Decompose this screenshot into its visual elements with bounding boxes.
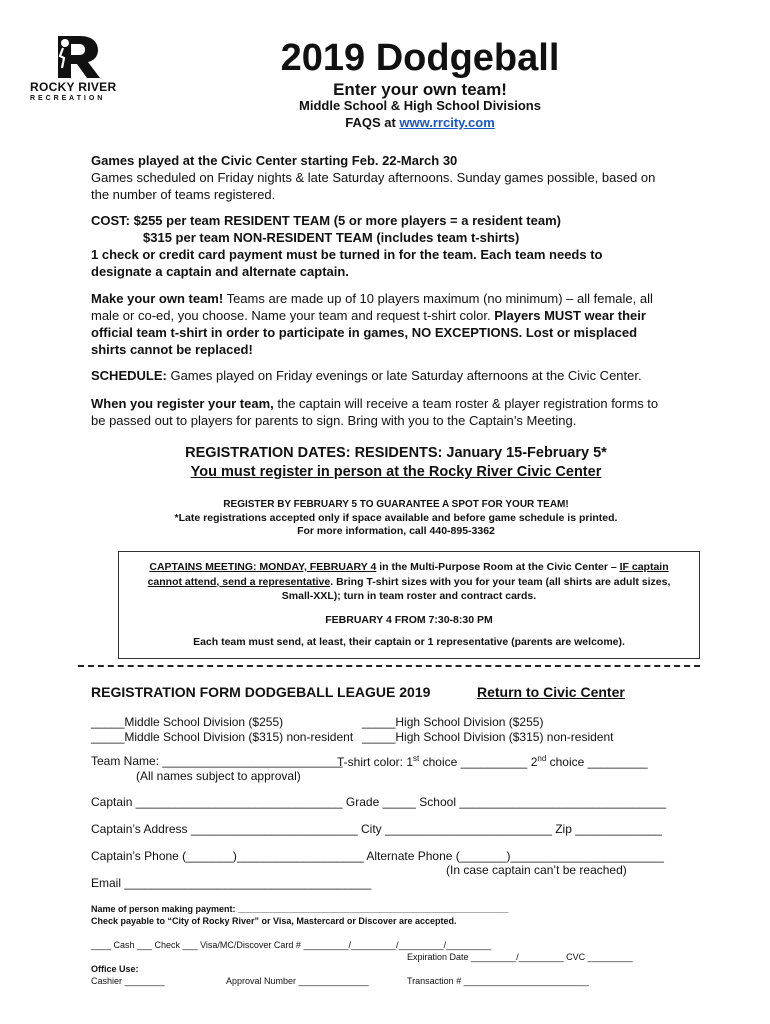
- reg-dates-line-2: You must register in person at the Rocky River Civic Center: [190, 464, 602, 480]
- reg-note-2: *Late registrations accepted only if space available and before game schedule is printed.: [174, 511, 618, 524]
- registration-notes: [91, 498, 701, 539]
- faqs-prefix: FAQS at: [345, 115, 400, 130]
- logo-brand-text: ROCKY RIVER: [30, 80, 117, 94]
- transaction-field[interactable]: Transaction # _________________________: [407, 976, 589, 986]
- tshirt-color-field[interactable]: [337, 754, 648, 769]
- schedule-text: Games played on Friday evenings or late Saturday afternoons at the Civic Center.: [166, 368, 642, 383]
- rocky-river-logo: [30, 34, 126, 104]
- logo-sub-text: R E C R E A T I O N: [30, 95, 103, 102]
- tshirt-c: choice _________: [546, 755, 648, 769]
- tshirt-sup-2: nd: [537, 754, 547, 763]
- names-note: (All names subject to approval): [136, 769, 301, 783]
- tshirt-sup-1: st: [413, 754, 420, 763]
- captains-each: Each team must send, at least, their captain or 1 representative (parents are welcome).: [193, 635, 625, 648]
- tshirt-a: T-shirt color: 1: [337, 755, 414, 769]
- office-use-label: Office Use:: [91, 964, 139, 974]
- cashier-field[interactable]: Cashier ________: [91, 976, 165, 986]
- games-line-2: the number of teams registered.: [91, 187, 276, 202]
- make-team-line-3: official team t-shirt in order to participate in games, NO EXCEPTIONS. Lost or misplaced: [91, 325, 638, 340]
- ms-resident-option[interactable]: _____Middle School Division ($255): [91, 715, 284, 729]
- high-school-options: [362, 715, 613, 745]
- captains-u3: cannot attend, send a representative: [147, 575, 331, 588]
- games-heading: Games played at the Civic Center starting Feb. 22-March 30: [91, 153, 458, 168]
- captains-time: FEBRUARY 4 FROM 7:30-8:30 PM: [325, 613, 493, 626]
- captains-u1: CAPTAINS MEETING: MONDAY, FEBRUARY 4: [149, 561, 377, 573]
- make-team-lead: Make your own team!: [91, 291, 224, 306]
- captain-field[interactable]: Captain _______________________________ Grade _____ School _______________________________: [91, 795, 667, 809]
- ms-nonresident-option[interactable]: _____Middle School Division ($315) non-resident: [91, 730, 354, 744]
- form-title: REGISTRATION FORM DODGEBALL LEAGUE 2019: [91, 684, 431, 700]
- register-line-2: be passed out to players for parents to sign. Bring with you to the Captain’s Meeting.: [91, 413, 577, 428]
- phone-field[interactable]: Captain’s Phone (_______)___________________ Alternate Phone (_______)_______________________: [91, 849, 664, 863]
- schedule-section: [91, 367, 701, 384]
- hs-resident-option[interactable]: _____High School Division ($255): [362, 715, 544, 729]
- reached-note: (In case captain can’t be reached): [446, 863, 627, 877]
- reg-note-3: For more information, call 440-895-3362: [297, 525, 495, 537]
- register-lead: When you register your team,: [91, 396, 274, 411]
- captains-t3: Small-XXL); turn in team roster and contract cards.: [281, 590, 537, 602]
- address-field[interactable]: Captain’s Address _________________________ City _________________________ Zip _____________: [91, 822, 662, 836]
- captains-t2: . Bring T-shirt sizes with you for your team (all shirts are adult sizes,: [330, 575, 671, 588]
- make-team-line-1: Teams are made up of 10 players maximum (no minimum) – all female, all: [223, 291, 653, 306]
- cost-line-1: COST: $255 per team RESIDENT TEAM (5 or more players = a resident team): [91, 213, 561, 228]
- cost-line-2: $315 per team NON-RESIDENT TEAM (includes team t-shirts): [143, 230, 520, 245]
- captains-t1: in the Multi-Purpose Room at the Civic Center –: [376, 561, 620, 573]
- games-section: [91, 152, 701, 203]
- check-payable-note: Check payable to “City of Rocky River” or Visa, Mastercard or Discover are accepted.: [91, 916, 457, 926]
- make-team-section: [91, 290, 701, 358]
- schedule-lead: SCHEDULE:: [91, 368, 167, 383]
- payment-method-field[interactable]: ____ Cash ___ Check ___ Visa/MC/Discover Card # _________/_________/_________/_________: [91, 940, 492, 950]
- logo-r-mark-icon: [30, 34, 126, 80]
- team-name-field[interactable]: Team Name: ___________________________: [91, 754, 343, 768]
- faqs-line: [200, 115, 640, 130]
- email-field[interactable]: Email _____________________________________: [91, 876, 372, 890]
- payment-name-field[interactable]: Name of person making payment: ______________________________________________________: [91, 904, 509, 914]
- expiration-cvc-field[interactable]: Expiration Date _________/_________ CVC _________: [407, 952, 633, 962]
- hs-nonresident-option[interactable]: _____High School Division ($315) non-resident: [362, 730, 614, 744]
- approval-number-field[interactable]: Approval Number ______________: [226, 976, 369, 986]
- make-team-line-2a: male or co-ed, you choose. Name your team and request t-shirt color.: [91, 308, 495, 323]
- reg-dates-line-1: REGISTRATION DATES: RESIDENTS: January 15-February 5*: [185, 445, 607, 461]
- tshirt-b: choice __________ 2: [419, 755, 538, 769]
- cost-line-4: designate a captain and alternate captain.: [91, 264, 349, 279]
- cost-line-3: 1 check or credit card payment must be turned in for the team. Each team needs to: [91, 247, 603, 262]
- page-title: 2019 Dodgeball: [280, 37, 560, 79]
- return-instruction: Return to Civic Center: [477, 684, 625, 700]
- make-team-line-2b: Players MUST wear their: [494, 308, 646, 323]
- registration-dates: [91, 444, 701, 482]
- captains-u2: IF captain: [619, 561, 669, 573]
- games-line-1: Games scheduled on Friday nights & late Saturday afternoons. Sunday games possible, based on: [91, 170, 656, 185]
- subtitle: Enter your own team!: [333, 80, 507, 99]
- captains-text: [119, 560, 699, 604]
- faqs-link[interactable]: www.rrcity.com: [399, 115, 495, 130]
- make-team-line-4: shirts cannot be replaced!: [91, 342, 253, 357]
- middle-school-options: [91, 715, 353, 745]
- divisions-line: Middle School & High School Divisions: [299, 98, 541, 113]
- reg-note-1: REGISTER BY FEBRUARY 5 TO GUARANTEE A SPOT FOR YOUR TEAM!: [223, 499, 569, 510]
- captains-meeting-box: [118, 551, 700, 659]
- register-section: [91, 395, 701, 429]
- register-line-1: the captain will receive a team roster & player registration forms to: [273, 396, 659, 411]
- cut-line-divider: [78, 665, 700, 667]
- cost-section: [91, 212, 701, 280]
